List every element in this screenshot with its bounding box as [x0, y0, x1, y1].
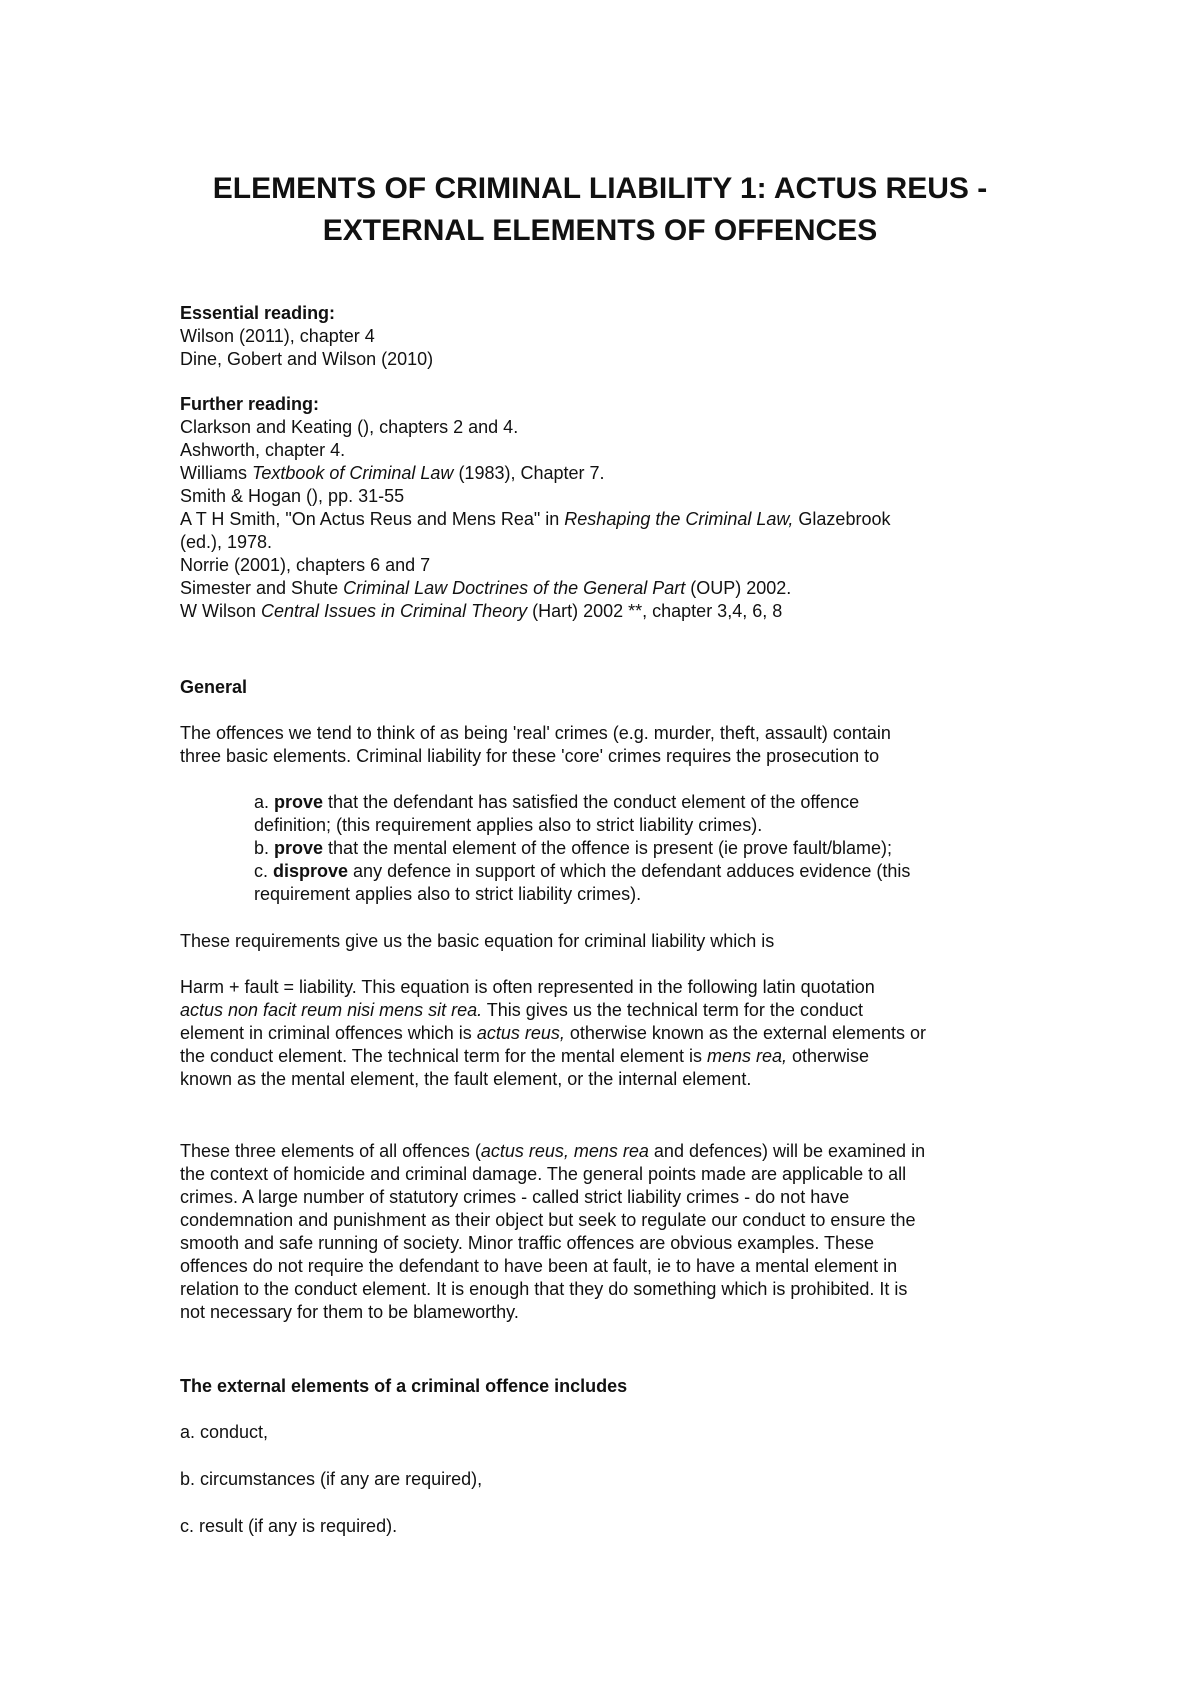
reading-book-title: Reshaping the Criminal Law, [564, 509, 794, 529]
list-item: b. circumstances (if any are required), [180, 1469, 483, 1489]
general-heading-block [180, 676, 1060, 699]
list-item [254, 837, 1054, 860]
external-element-item [180, 1468, 1060, 1491]
reading-author: Simester and Shute [180, 578, 344, 598]
reading-item: (ed.), 1978. [180, 532, 273, 552]
title-line-1: ELEMENTS OF CRIMINAL LIABILITY 1: ACTUS REUS - [212, 172, 988, 205]
term-italic: mens rea, [706, 1046, 787, 1066]
paragraph-line: relation to the conduct element. It is enough that they do something which is prohibited. It is [180, 1279, 908, 1299]
reading-details: (OUP) 2002. [685, 578, 792, 598]
external-elements-heading: The external elements of a criminal offence includes [180, 1376, 628, 1396]
reading-item: Smith & Hogan (), pp. 31-55 [180, 486, 405, 506]
list-marker: c. [254, 861, 274, 881]
list-keyword: disprove [273, 861, 349, 881]
reading-item: Ashworth, chapter 4. [180, 440, 346, 460]
paragraph-text: These three elements of all offences ( [180, 1141, 481, 1161]
reading-author: W Wilson [180, 601, 261, 621]
general-paragraph-3 [180, 976, 1060, 1091]
document-title [160, 168, 1040, 252]
external-element-item [180, 1515, 1060, 1538]
paragraph-text: otherwise [787, 1046, 870, 1066]
paragraph-line [180, 1045, 1060, 1068]
paragraph-line: condemnation and punishment as their object but seek to regulate our conduct to ensure the [180, 1210, 916, 1230]
general-heading: General [180, 677, 248, 697]
reading-author: A T H Smith, "On Actus Reus and Mens Rea" in [180, 509, 565, 529]
paragraph-line [180, 1140, 1060, 1163]
list-item: c. result (if any is required). [180, 1516, 398, 1536]
reading-item: Clarkson and Keating (), chapters 2 and 4. [180, 417, 519, 437]
paragraph-line [180, 999, 1060, 1022]
paragraph-line: not necessary for them to be blameworthy. [180, 1302, 519, 1322]
external-element-item [180, 1421, 1060, 1444]
list-text: any defence in support of which the defendant adduces evidence (this [348, 861, 911, 881]
reading-details: (Hart) 2002 **, chapter 3,4, 6, 8 [527, 601, 783, 621]
paragraph-line: smooth and safe running of society. Minor traffic offences are obvious examples. These [180, 1233, 875, 1253]
reading-book-title: Central Issues in Criminal Theory [261, 601, 528, 621]
list-item [254, 860, 1054, 883]
list-item-continuation: requirement applies also to strict liability crimes). [254, 884, 642, 904]
paragraph-text: and defences) will be examined in [648, 1141, 926, 1161]
paragraph-line: three basic elements. Criminal liability for these 'core' crimes requires the prosecution to [180, 746, 880, 766]
paragraph-text: the conduct element. The technical term for the mental element is [180, 1046, 707, 1066]
further-reading-heading: Further reading: [180, 394, 320, 414]
paragraph-line: These requirements give us the basic equation for criminal liability which is [180, 931, 775, 951]
external-elements-heading-block [180, 1375, 1060, 1398]
list-marker: b. [254, 838, 275, 858]
essential-reading-section [180, 302, 1060, 371]
paragraph-line [180, 1022, 1060, 1045]
reading-book-title: Textbook of Criminal Law [252, 463, 454, 483]
list-item [254, 791, 1054, 814]
list-text: that the mental element of the offence is present (ie prove fault/blame); [323, 838, 893, 858]
further-reading-section [180, 393, 1060, 623]
reading-item [180, 462, 1060, 485]
paragraph-text: This gives us the technical term for the conduct [482, 1000, 863, 1020]
reading-item [180, 577, 1060, 600]
paragraph-text: otherwise known as the external elements or [564, 1023, 927, 1043]
essential-reading-heading: Essential reading: [180, 303, 336, 323]
general-paragraph-4 [180, 1140, 1060, 1324]
general-paragraph-1 [180, 722, 1060, 768]
paragraph-line: offences do not require the defendant to have been at fault, ie to have a mental element in [180, 1256, 898, 1276]
paragraph-text: element in criminal offences which is [180, 1023, 477, 1043]
reading-details: (1983), Chapter 7. [453, 463, 605, 483]
paragraph-line: known as the mental element, the fault element, or the internal element. [180, 1069, 752, 1089]
reading-author: Williams [180, 463, 252, 483]
general-paragraph-2 [180, 930, 1060, 953]
reading-item: Dine, Gobert and Wilson (2010) [180, 349, 434, 369]
reading-item [180, 508, 1060, 531]
paragraph-line: Harm + fault = liability. This equation is often represented in the following latin quotation [180, 977, 875, 997]
list-keyword: prove [274, 838, 324, 858]
reading-item: Norrie (2001), chapters 6 and 7 [180, 555, 431, 575]
paragraph-line: crimes. A large number of statutory crimes - called strict liability crimes - do not have [180, 1187, 850, 1207]
list-marker: a. [254, 792, 275, 812]
list-item: a. conduct, [180, 1422, 269, 1442]
term-italic: actus reus, [476, 1023, 565, 1043]
reading-item: Wilson (2011), chapter 4 [180, 326, 375, 346]
latin-quotation: actus non facit reum nisi mens sit rea. [180, 1000, 483, 1020]
paragraph-line: the context of homicide and criminal damage. The general points made are applicable to all [180, 1164, 907, 1184]
title-line-2: EXTERNAL ELEMENTS OF OFFENCES [322, 214, 878, 247]
paragraph-line: The offences we tend to think of as being 'real' crimes (e.g. murder, theft, assault) contain [180, 723, 891, 743]
reading-item [180, 600, 1060, 623]
term-italic: actus reus, mens rea [480, 1141, 649, 1161]
list-item-continuation: definition; (this requirement applies also to strict liability crimes). [254, 815, 763, 835]
prosecution-requirements-list [254, 791, 1054, 906]
list-keyword: prove [274, 792, 324, 812]
list-text: that the defendant has satisfied the conduct element of the offence [323, 792, 860, 812]
reading-details: Glazebrook [793, 509, 891, 529]
reading-book-title: Criminal Law Doctrines of the General Part [343, 578, 686, 598]
